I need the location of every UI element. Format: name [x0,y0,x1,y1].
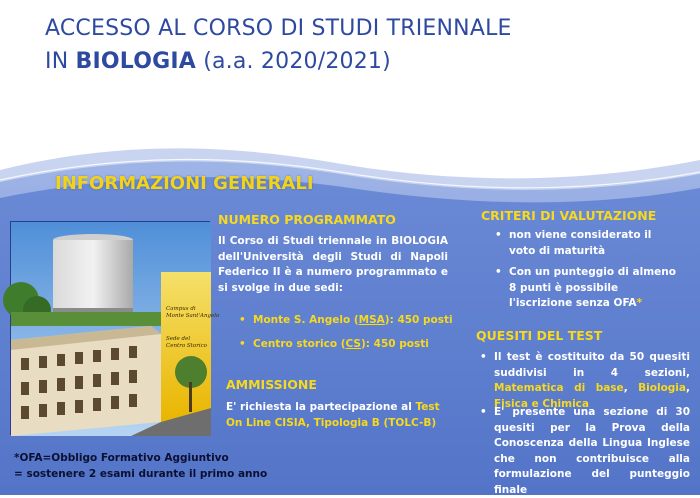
ammissione-heading: AMMISSIONE [226,377,317,392]
sede-cs-name: Centro storico ( [253,338,346,350]
sede-msa-abbr: MSA [358,314,385,326]
numero-programmato-heading: NUMERO PROGRAMMATO [218,212,396,227]
quesiti-item-2 [480,405,690,498]
quesiti-item-1 [480,350,690,412]
criteri-heading: CRITERI DI VALUTAZIONE [481,208,657,223]
sign-text-1: Campus di [166,306,196,312]
sezione-matematica: Matematica di base [494,382,624,394]
sign-text-2: Monte Sant'Angelo [166,313,220,319]
ofa-note-line2: = sostenere 2 esami durante il primo anno [14,468,268,480]
criteri-item-2 [495,265,679,312]
sede-cs-posti: ): 450 posti [361,338,429,350]
sep-1: , [623,382,639,394]
sezione-biologia: Biologia [638,382,686,394]
ofa-asterisk: * [636,297,643,309]
sign-text-3: Sede del [166,336,191,342]
ammissione-body-text: E' richiesta la partecipazione al [226,401,416,413]
bullet-dot: • [480,406,487,418]
ofa-note [14,450,267,482]
sign-text-4: Centro Storico [166,343,207,349]
section-title: INFORMAZIONI GENERALI [55,173,314,194]
ammissione-test-name: Test On Line CISIA, Tipologia B (TOLC-B) [226,401,440,429]
page-title-line2 [45,49,391,74]
sep-2: , [686,382,690,394]
title-prefix: IN [45,49,76,74]
campus-photo [10,221,220,435]
bullet-dot: • [239,338,246,350]
ammissione-body [226,400,454,431]
sede-cs [239,337,453,353]
sede-cs-abbr: CS [345,338,361,350]
bullet-dot: • [239,314,246,326]
numero-programmato-body: Il Corso di Studi triennale in BIOLOGIA dell'Università degli Studi di Napoli Federico II è a numero programmato e si svolge in due sedi: [218,235,448,294]
quesiti-item-1-text: Il test è costituito da 50 quesiti suddivisi in 4 sezioni, [494,351,690,379]
bullet-dot: • [480,351,487,363]
sezione-fisica-chimica: Fisica e Chimica [494,397,589,410]
bullet-dot: • [495,229,502,241]
ofa-note-line1: *OFA=Obbligo Formativo Aggiuntivo [14,452,229,464]
campus-illustration [11,222,220,436]
sede-msa-name: Monte S. Angelo ( [253,314,359,326]
page-title-line1: ACCESSO AL CORSO DI STUDI TRIENNALE [45,16,512,41]
criteri-item-1-text: non viene considerato il voto di maturità [509,229,652,257]
title-course: BIOLOGIA [75,49,197,74]
title-year: (a.a. 2020/2021) [196,49,391,74]
bullet-dot: • [495,266,502,278]
criteri-item-2-text: Con un punteggio di almeno 8 punti è possibile l'iscrizione senza OFA [509,266,676,309]
criteri-item-1 [495,228,679,259]
sede-msa [239,313,453,329]
quesiti-item-2-text: E' presente una sezione di 30 quesiti per la Prova della Conoscenza della Lingua Inglese che non contribuisce alla formulazione del punteggio finale [494,406,690,496]
sede-msa-posti: ): 450 posti [384,314,453,326]
quesiti-heading: QUESITI DEL TEST [476,328,603,343]
